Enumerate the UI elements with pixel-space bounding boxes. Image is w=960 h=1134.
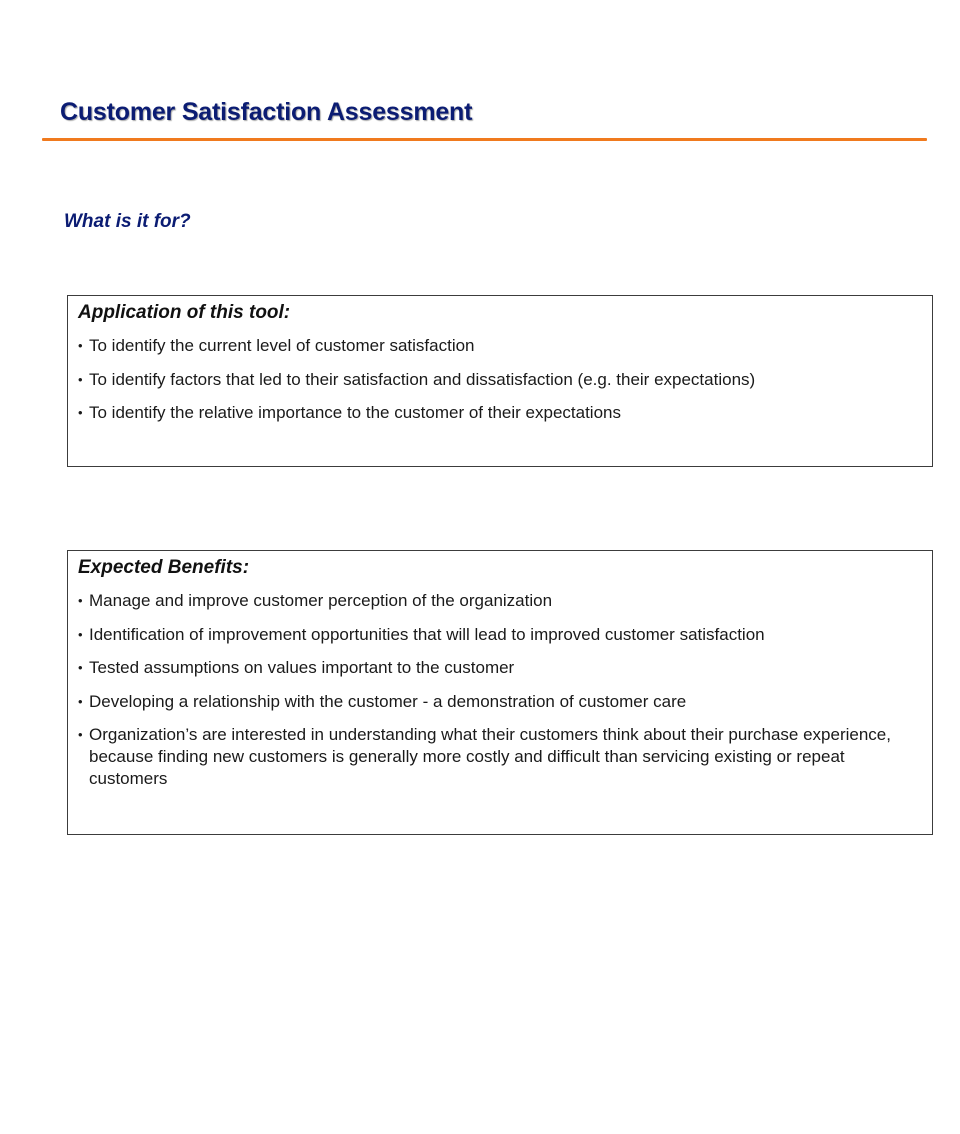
application-heading: Application of this tool: [78,302,291,323]
benefits-box [67,550,933,835]
application-item: • To identify the relative importance to the customer of their expectations [78,402,922,424]
benefits-item: • Manage and improve customer perception of the organization [78,590,922,612]
application-item: • To identify factors that led to their satisfaction and dissatisfaction (e.g. their expectations) [78,369,922,391]
title-underline-divider [42,138,927,141]
benefits-item: • Identification of improvement opportunities that will lead to improved customer satisfaction [78,624,922,646]
application-item: • To identify the current level of customer satisfaction [78,335,922,357]
application-box [67,295,933,467]
application-list [78,335,922,424]
benefits-item: • Tested assumptions on values important to the customer [78,657,922,679]
page-title: Customer Satisfaction Assessment [60,98,473,126]
section-subheading: What is it for? [64,211,191,232]
benefits-item: • Developing a relationship with the customer - a demonstration of customer care [78,691,922,713]
benefits-item: • Organization’s are interested in understanding what their customers think about their purchase experience, because finding new customers is generally more costly and difficult than servicing existing or repeat customers [78,724,922,790]
benefits-heading: Expected Benefits: [78,557,250,578]
benefits-list [78,590,922,790]
